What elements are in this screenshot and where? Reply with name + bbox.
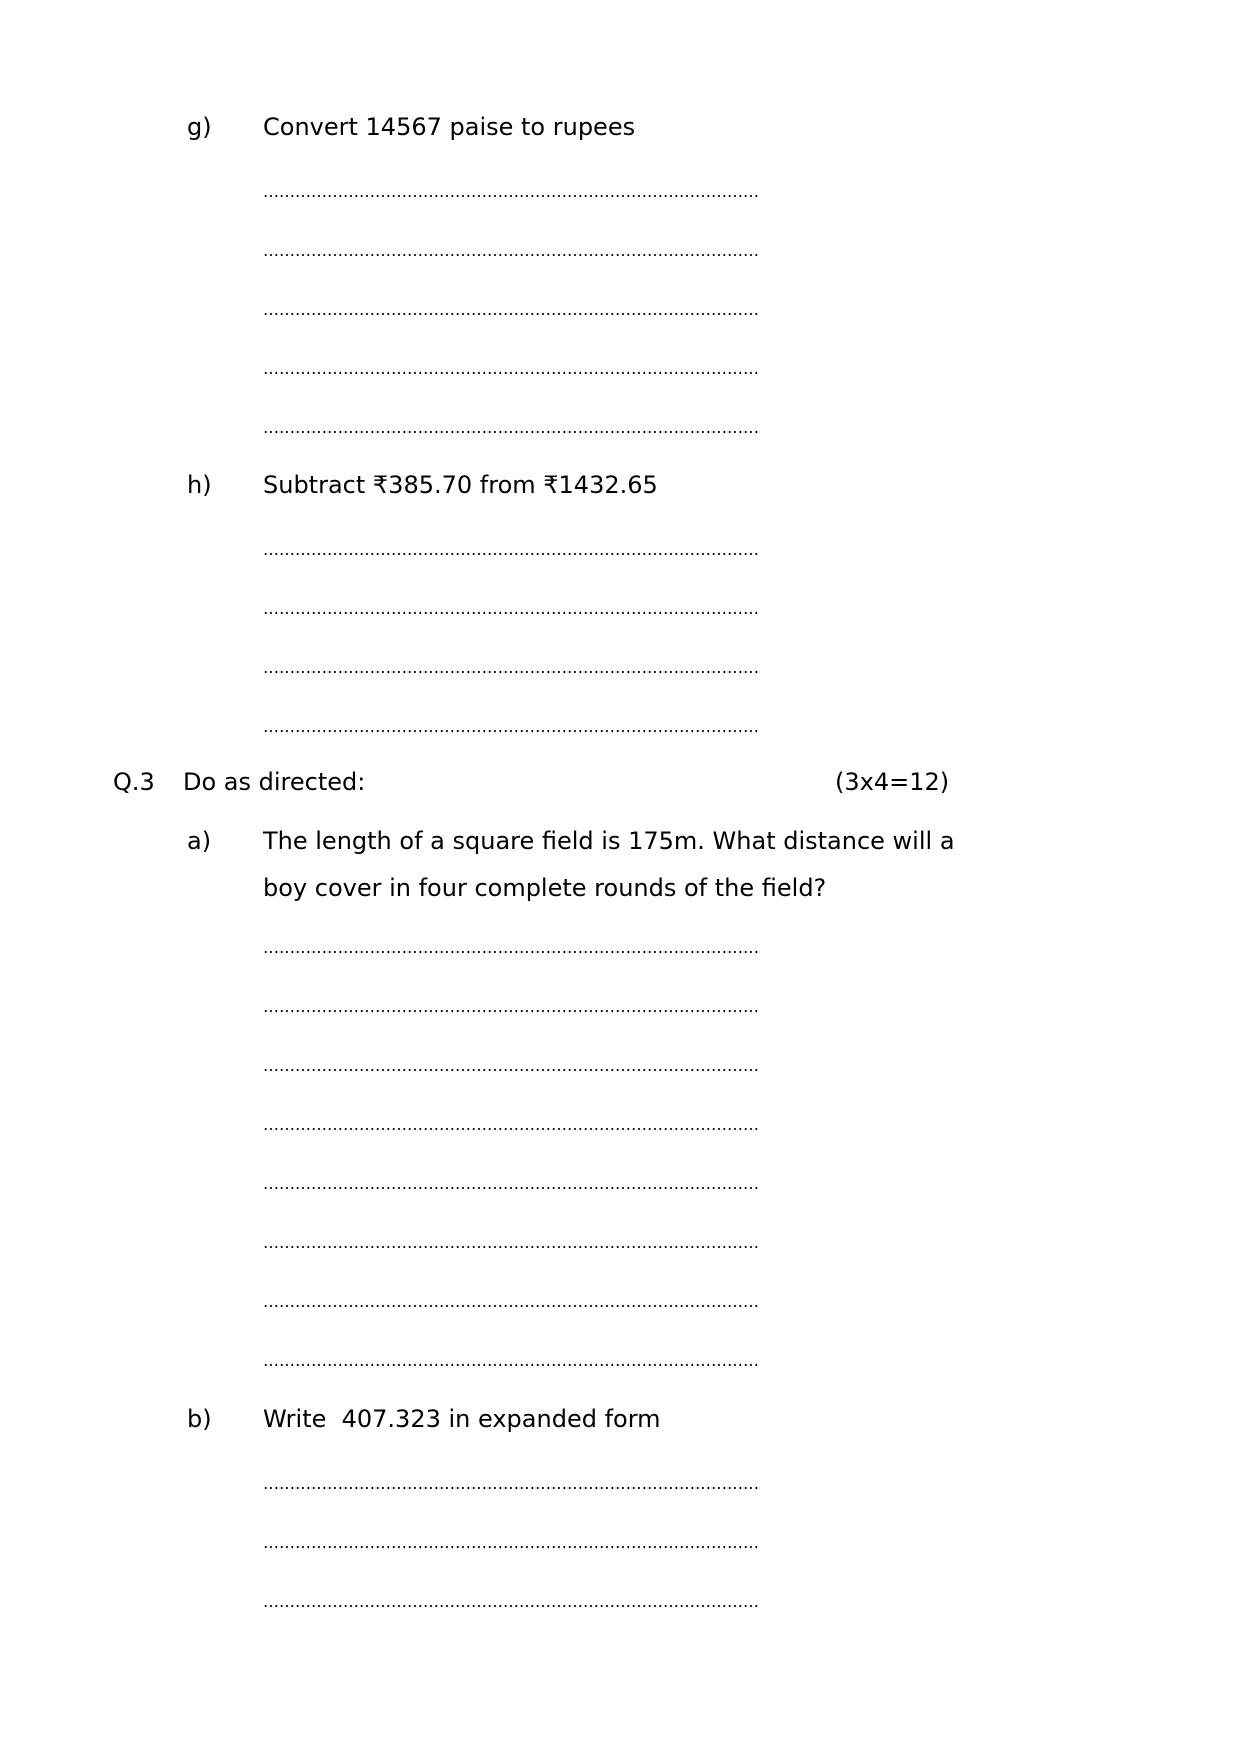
- answer-line[interactable]: …………………………………………………………………………………: [263, 1233, 759, 1252]
- answer-line[interactable]: …………………………………………………………………………………: [263, 938, 759, 957]
- question-label-b: b): [187, 1405, 212, 1433]
- question-text-g: Convert 14567 paise to rupees: [263, 113, 636, 141]
- answer-line[interactable]: …………………………………………………………………………………: [263, 1174, 759, 1193]
- answer-line[interactable]: …………………………………………………………………………………: [263, 1351, 759, 1370]
- answer-line[interactable]: …………………………………………………………………………………: [263, 997, 759, 1016]
- answer-line[interactable]: …………………………………………………………………………………: [263, 540, 759, 559]
- question-label-h: h): [187, 471, 212, 499]
- answer-line[interactable]: …………………………………………………………………………………: [263, 658, 759, 677]
- answer-line[interactable]: …………………………………………………………………………………: [263, 359, 759, 378]
- question-text-b: Write 407.323 in expanded form: [263, 1405, 661, 1433]
- answer-line[interactable]: …………………………………………………………………………………: [263, 300, 759, 319]
- question-number-q3: Q.3: [113, 768, 155, 796]
- question-text-a-line1: The length of a square field is 175m. What distance will a: [263, 827, 955, 855]
- answer-line[interactable]: …………………………………………………………………………………: [263, 1592, 759, 1611]
- marks-q3: (3x4=12): [835, 768, 950, 796]
- answer-line[interactable]: …………………………………………………………………………………: [263, 1474, 759, 1493]
- question-title-q3: Do as directed:: [183, 768, 366, 796]
- answer-line[interactable]: …………………………………………………………………………………: [263, 599, 759, 618]
- question-label-g: g): [187, 113, 212, 141]
- question-text-h: Subtract ₹385.70 from ₹1432.65: [263, 471, 658, 499]
- question-label-a: a): [187, 827, 212, 855]
- answer-line[interactable]: …………………………………………………………………………………: [263, 717, 759, 736]
- answer-line[interactable]: …………………………………………………………………………………: [263, 1115, 759, 1134]
- answer-line[interactable]: …………………………………………………………………………………: [263, 1533, 759, 1552]
- answer-line[interactable]: …………………………………………………………………………………: [263, 1292, 759, 1311]
- answer-line[interactable]: …………………………………………………………………………………: [263, 241, 759, 260]
- answer-line[interactable]: …………………………………………………………………………………: [263, 1056, 759, 1075]
- answer-line[interactable]: …………………………………………………………………………………: [263, 418, 759, 437]
- answer-line[interactable]: …………………………………………………………………………………: [263, 182, 759, 201]
- question-text-a-line2: boy cover in four complete rounds of the field?: [263, 874, 827, 902]
